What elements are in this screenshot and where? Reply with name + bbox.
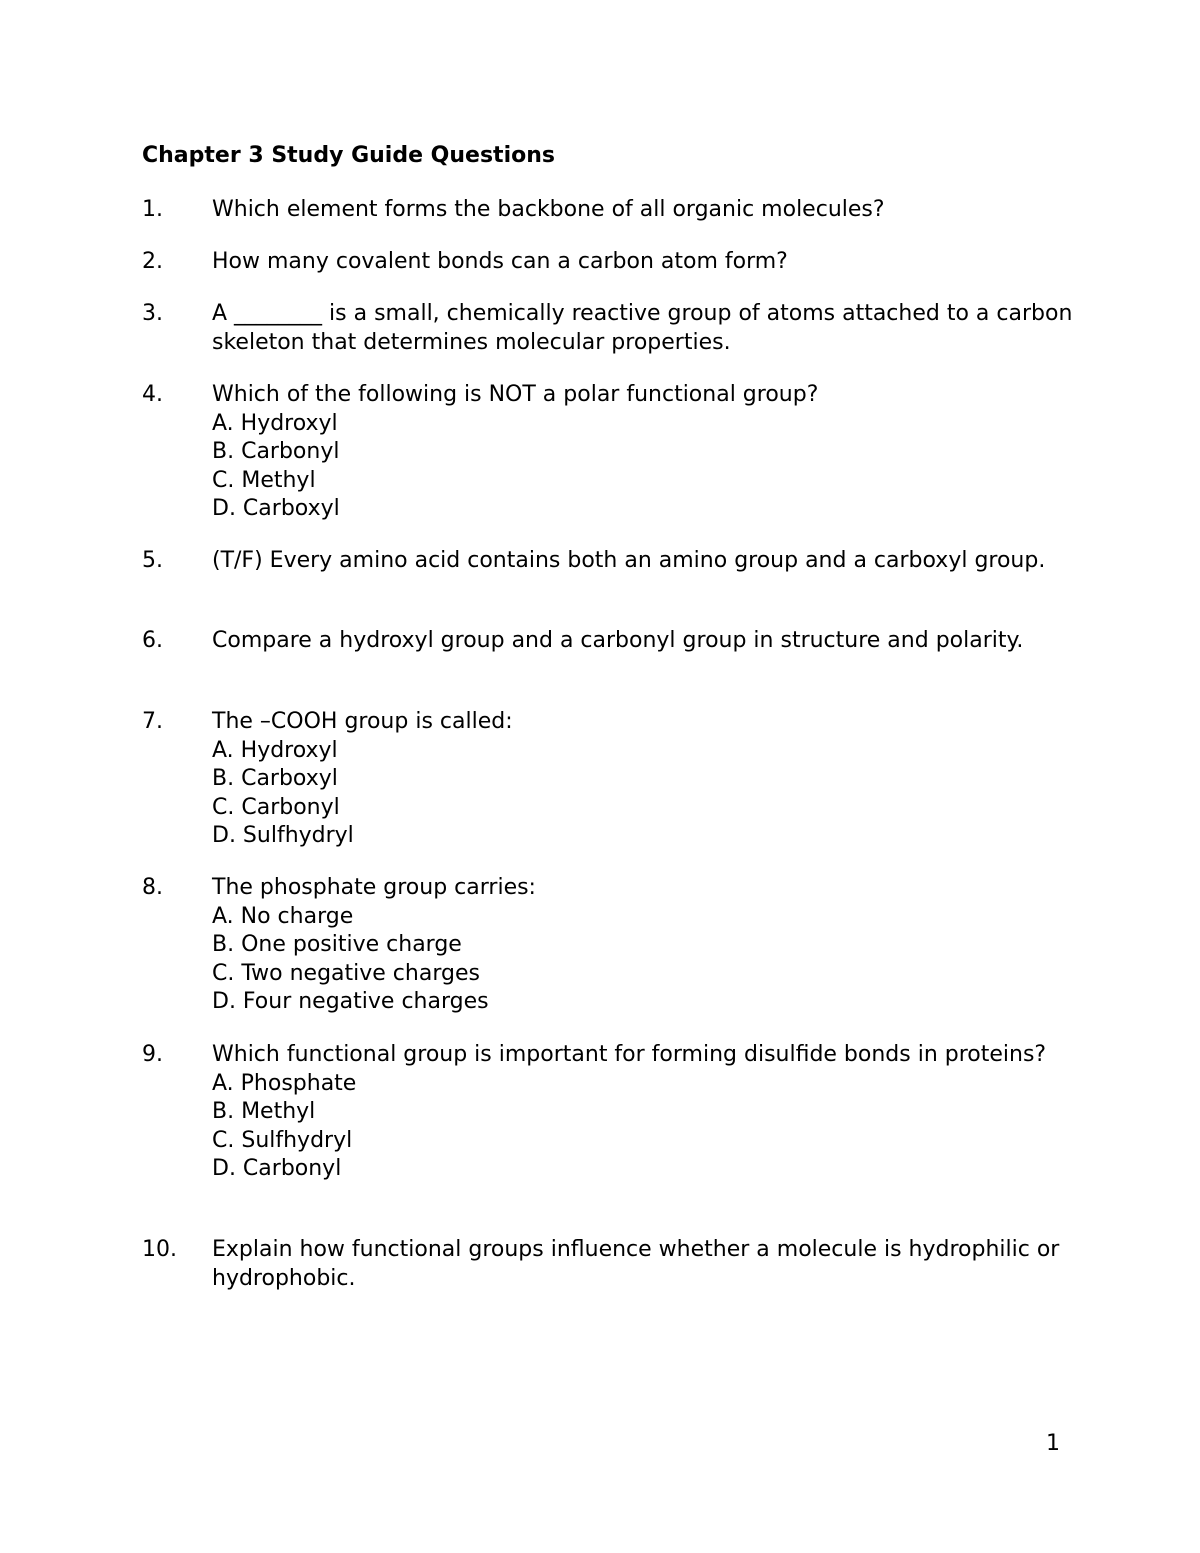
answer-choice: B. One positive charge (212, 932, 462, 957)
question-number: 4. (142, 382, 163, 407)
question-text: The phosphate group carries: (212, 875, 536, 900)
answer-choice: C. Sulfhydryl (212, 1127, 353, 1153)
answer-choice: A. Hydroxyl (212, 737, 338, 763)
question-3 (142, 300, 1082, 357)
question-text: Which functional group is important for forming disulfide bonds in proteins? (212, 1042, 1047, 1067)
question-text: Which of the following is NOT a polar functional group? (212, 382, 819, 407)
question-9 (142, 1041, 1082, 1184)
question-text: Explain how functional groups influence whether a molecule is hydrophilic or hydrophobic. (212, 1237, 1060, 1291)
question-number: 6. (142, 628, 163, 653)
answer-choice: C. Two negative charges (212, 960, 480, 986)
answer-choice: D. Carboxyl (212, 496, 340, 521)
question-7 (142, 708, 1082, 851)
page-number: 1 (1046, 1431, 1060, 1456)
answer-choice: A. Hydroxyl (212, 410, 338, 436)
answer-choice: C. Methyl (212, 467, 316, 493)
question-text: Which element forms the backbone of all organic molecules? (212, 197, 885, 222)
question-5 (142, 547, 1082, 576)
question-number: 9. (142, 1042, 163, 1067)
answer-choice: B. Carboxyl (212, 766, 338, 791)
answer-choice: A. Phosphate (212, 1070, 357, 1096)
question-6 (142, 627, 1082, 656)
answer-choice: C. Carbonyl (212, 794, 340, 820)
question-text: A ________ is a small, chemically reactive group of atoms attached to a carbon skeleton that determines molecular properties. (212, 301, 1073, 355)
question-number: 10. (142, 1237, 177, 1262)
question-number: 5. (142, 548, 163, 573)
answer-choice: B. Carbonyl (212, 439, 340, 464)
question-number: 2. (142, 249, 163, 274)
answer-choice: B. Methyl (212, 1099, 316, 1124)
question-10 (142, 1236, 1082, 1293)
answer-choice: D. Sulfhydryl (212, 823, 354, 848)
question-text: How many covalent bonds can a carbon atom form? (212, 249, 788, 274)
answer-choice: D. Carbonyl (212, 1156, 342, 1181)
answer-choice: A. No charge (212, 903, 354, 929)
answer-choice: D. Four negative charges (212, 989, 489, 1014)
question-text: Compare a hydroxyl group and a carbonyl group in structure and polarity. (212, 628, 1024, 653)
question-2 (142, 248, 1082, 277)
question-4 (142, 381, 1082, 524)
question-number: 7. (142, 709, 163, 734)
question-number: 8. (142, 875, 163, 900)
question-number: 1. (142, 197, 163, 222)
question-8 (142, 874, 1082, 1017)
question-1 (142, 196, 1082, 225)
question-text: The –COOH group is called: (212, 709, 513, 734)
page-title: Chapter 3 Study Guide Questions (142, 143, 555, 168)
question-text: (T/F) Every amino acid contains both an amino group and a carboxyl group. (212, 548, 1046, 573)
question-number: 3. (142, 301, 163, 326)
